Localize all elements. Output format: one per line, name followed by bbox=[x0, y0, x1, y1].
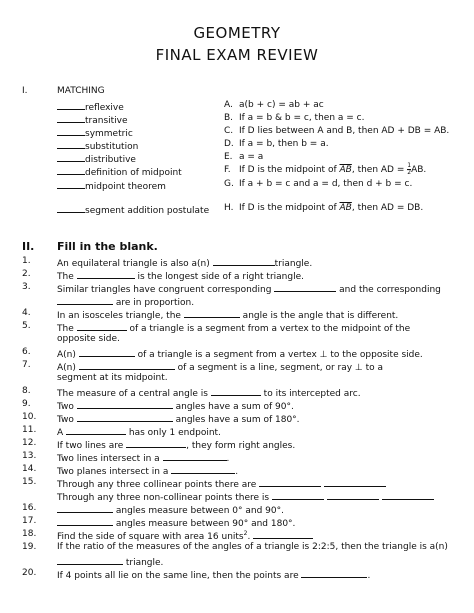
question-text: Two lines intersect in a . bbox=[57, 451, 229, 464]
question-text: If 4 points all lie on the same line, then the points are . bbox=[57, 568, 370, 581]
answer-blank[interactable] bbox=[327, 490, 379, 500]
question-text: are in proportion. bbox=[57, 295, 194, 308]
question-text: angles measure between 0° and 90°. bbox=[57, 503, 284, 516]
matching-def-letter: B. bbox=[224, 113, 234, 123]
question-number: 12. bbox=[22, 438, 37, 448]
answer-blank[interactable] bbox=[77, 321, 127, 331]
matching-def-letter: E. bbox=[224, 152, 233, 162]
question-number: 10. bbox=[22, 412, 37, 422]
matching-def-letter: A. bbox=[224, 100, 233, 110]
matching-def-letter: F. bbox=[224, 165, 231, 175]
question-text: The of a triangle is a segment from a vertex to the midpoint of the bbox=[57, 321, 410, 334]
answer-blank[interactable] bbox=[213, 256, 275, 266]
matching-term-row: transitive bbox=[57, 113, 128, 126]
answer-blank[interactable] bbox=[57, 516, 113, 526]
matching-definition: a(b + c) = ab + ac bbox=[239, 100, 324, 110]
matching-term-row: definition of midpoint bbox=[57, 165, 182, 178]
question-number: 20. bbox=[22, 568, 37, 578]
question-text: segment at its midpoint. bbox=[57, 373, 168, 383]
question-text: A has only 1 endpoint. bbox=[57, 425, 221, 438]
answer-blank[interactable] bbox=[382, 490, 434, 500]
question-number: 8. bbox=[22, 386, 31, 396]
question-number: 18. bbox=[22, 529, 37, 539]
matching-term-row: reflexive bbox=[57, 100, 124, 113]
question-text: The is the longest side of a right triangle. bbox=[57, 269, 304, 282]
answer-blank[interactable] bbox=[79, 360, 175, 370]
answer-blank[interactable] bbox=[184, 308, 240, 318]
answer-blank[interactable] bbox=[57, 203, 85, 213]
matching-def-letter: D. bbox=[224, 139, 234, 149]
answer-blank[interactable] bbox=[274, 282, 336, 292]
question-text: If the ratio of the measures of the angles of a triangle is 2:2:5, then the triangle is a(n) bbox=[57, 542, 448, 552]
matching-definition: If a = b & b = c, then a = c. bbox=[239, 113, 365, 123]
question-text: Two angles have a sum of 90°. bbox=[57, 399, 294, 412]
answer-blank[interactable] bbox=[57, 555, 123, 565]
question-text: The measure of a central angle is to its intercepted arc. bbox=[57, 386, 361, 399]
matching-definition: If D is the midpoint of $\overline{AB}$, then AD = $\frac{1}{2}$ AB. bbox=[239, 162, 427, 176]
section-2-numeral: II. bbox=[22, 240, 35, 253]
answer-blank[interactable] bbox=[57, 179, 85, 189]
matching-term-row: segment addition postulate bbox=[57, 203, 209, 216]
question-number: 13. bbox=[22, 451, 37, 461]
answer-blank[interactable] bbox=[77, 412, 173, 422]
question-text: Similar triangles have congruent corresponding and the corresponding bbox=[57, 282, 441, 295]
one-half-fraction: $\frac{1}{2}$ bbox=[407, 162, 412, 176]
matching-definition: If D is the midpoint of $\overline{AB}$, then AD = DB. bbox=[239, 203, 424, 213]
answer-blank[interactable] bbox=[126, 438, 186, 448]
answer-blank[interactable] bbox=[57, 152, 85, 162]
answer-blank[interactable] bbox=[301, 568, 367, 578]
matching-definition: If a + b = c and a = d, then d + b = c. bbox=[239, 179, 413, 189]
answer-blank[interactable] bbox=[272, 490, 324, 500]
segment-ab: $\overline{AB}$ bbox=[339, 203, 352, 213]
answer-blank[interactable] bbox=[259, 477, 321, 487]
question-text: Find the side of square with area 16 units$^2$. bbox=[57, 529, 313, 542]
question-text: angles measure between 90° and 180°. bbox=[57, 516, 295, 529]
question-number: 7. bbox=[22, 360, 31, 370]
answer-blank[interactable] bbox=[171, 464, 235, 474]
matching-def-letter: C. bbox=[224, 126, 234, 136]
question-number: 11. bbox=[22, 425, 37, 435]
question-text: A(n) of a triangle is a segment from a vertex ⊥ to the opposite side. bbox=[57, 347, 423, 360]
matching-term-row: symmetric bbox=[57, 126, 133, 139]
question-text: Two angles have a sum of 180°. bbox=[57, 412, 300, 425]
question-number: 16. bbox=[22, 503, 37, 513]
answer-blank[interactable] bbox=[57, 100, 85, 110]
matching-term-row: substitution bbox=[57, 139, 138, 152]
segment-ab: $\overline{AB}$ bbox=[339, 165, 352, 175]
matching-def-letter: H. bbox=[224, 203, 234, 213]
question-number: 6. bbox=[22, 347, 31, 357]
answer-blank[interactable] bbox=[57, 295, 113, 305]
question-number: 9. bbox=[22, 399, 31, 409]
answer-blank[interactable] bbox=[77, 269, 135, 279]
matching-definition: If a = b, then b = a. bbox=[239, 139, 329, 149]
question-text: If two lines are , they form right angles. bbox=[57, 438, 295, 451]
matching-term-row: midpoint theorem bbox=[57, 179, 166, 192]
matching-term-row: distributive bbox=[57, 152, 136, 165]
question-number: 5. bbox=[22, 321, 31, 331]
matching-def-letter: G. bbox=[224, 179, 234, 189]
answer-blank[interactable] bbox=[324, 477, 386, 487]
answer-blank[interactable] bbox=[66, 425, 126, 435]
answer-blank[interactable] bbox=[77, 399, 173, 409]
section-1-heading: MATCHING bbox=[57, 86, 105, 96]
question-text: Through any three collinear points there are bbox=[57, 477, 386, 490]
matching-definition: If D lies between A and B, then AD + DB = AB. bbox=[239, 126, 450, 136]
matching-definition: a = a bbox=[239, 152, 264, 162]
answer-blank[interactable] bbox=[57, 139, 85, 149]
question-number: 4. bbox=[22, 308, 31, 318]
section-1-numeral: I. bbox=[22, 86, 28, 96]
question-text: In an isosceles triangle, the angle is the angle that is different. bbox=[57, 308, 398, 321]
question-text: Two planes intersect in a . bbox=[57, 464, 238, 477]
answer-blank[interactable] bbox=[57, 503, 113, 513]
question-number: 15. bbox=[22, 477, 37, 487]
answer-blank[interactable] bbox=[57, 126, 85, 136]
question-number: 2. bbox=[22, 269, 31, 279]
question-number: 19. bbox=[22, 542, 37, 552]
answer-blank[interactable] bbox=[253, 529, 313, 539]
question-text: Through any three non-collinear points there is bbox=[57, 490, 434, 503]
answer-blank[interactable] bbox=[163, 451, 227, 461]
answer-blank[interactable] bbox=[211, 386, 261, 396]
question-text: An equilateral triangle is also a(n) triangle. bbox=[57, 256, 312, 269]
answer-blank[interactable] bbox=[79, 347, 135, 357]
question-text: opposite side. bbox=[57, 334, 120, 344]
question-number: 3. bbox=[22, 282, 31, 292]
question-text: triangle. bbox=[57, 555, 163, 568]
question-number: 17. bbox=[22, 516, 37, 526]
question-number: 14. bbox=[22, 464, 37, 474]
section-2-heading: Fill in the blank. bbox=[57, 240, 158, 253]
title-line-2: FINAL EXAM REVIEW bbox=[155, 46, 319, 64]
question-number: 1. bbox=[22, 256, 31, 266]
title-line-1: GEOMETRY bbox=[193, 24, 281, 42]
answer-blank[interactable] bbox=[57, 165, 85, 175]
answer-blank[interactable] bbox=[57, 113, 85, 123]
question-text: A(n) of a segment is a line, segment, or ray ⊥ to a bbox=[57, 360, 383, 373]
